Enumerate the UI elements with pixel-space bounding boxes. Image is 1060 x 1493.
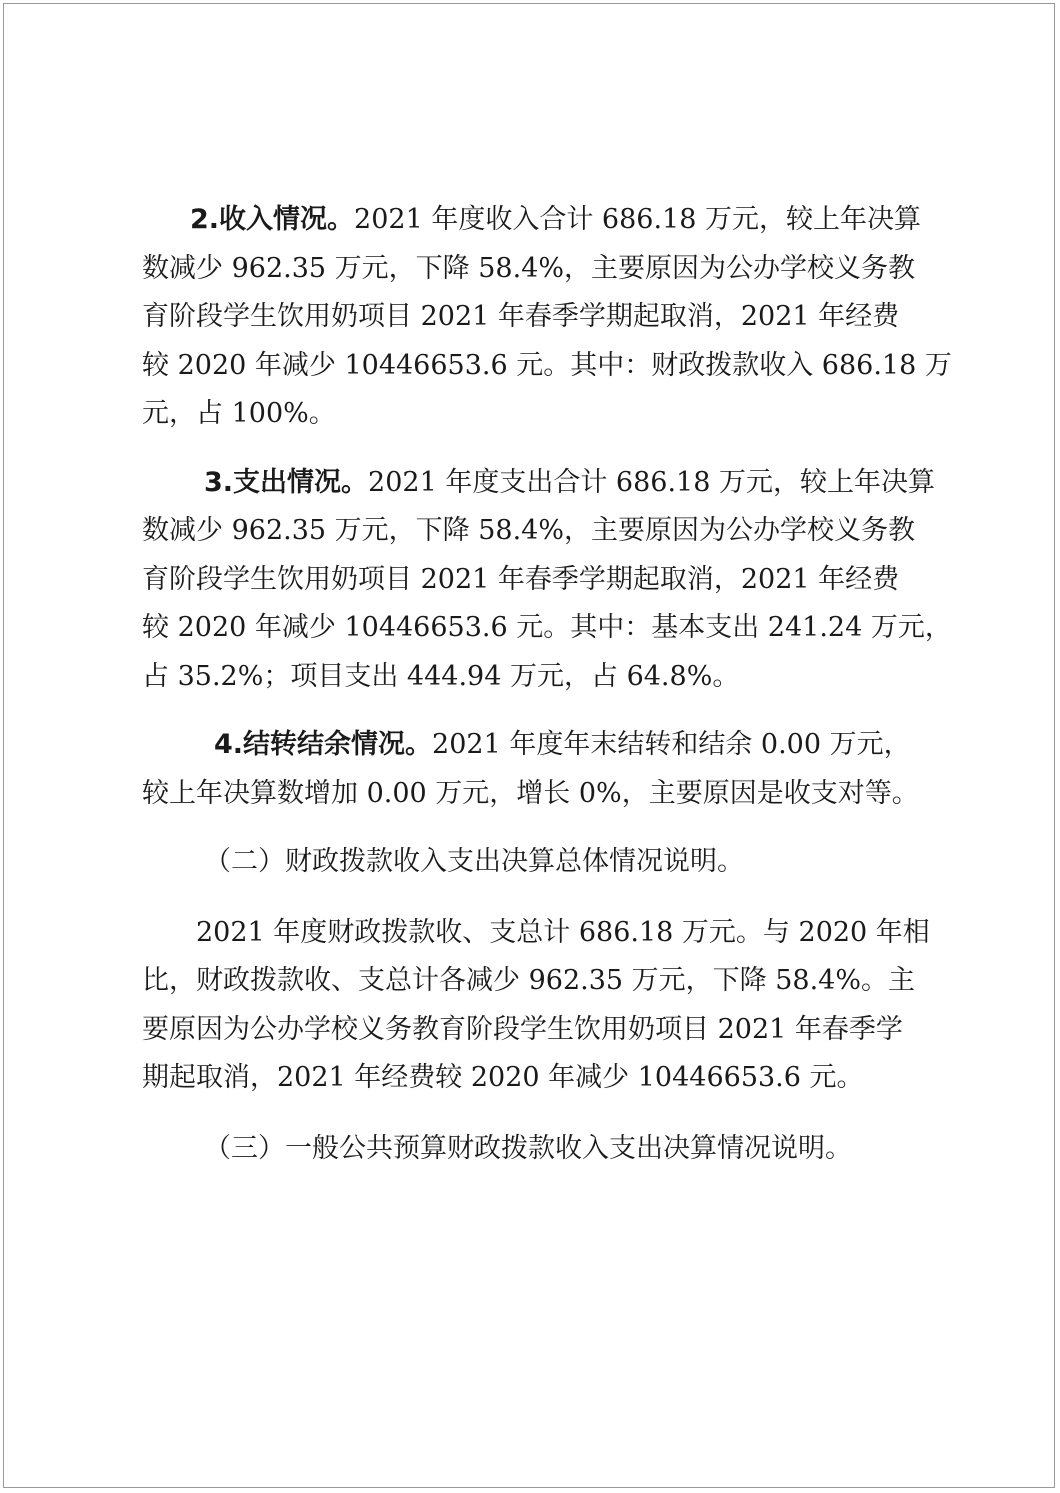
income-line-4: 元，占 100%。 xyxy=(142,398,336,429)
balance-heading: 4.结转结余情况。 xyxy=(214,729,433,760)
income-line-1: 数减少 962.35 万元，下降 58.4%，主要原因为公办学校义务教 xyxy=(142,252,915,284)
balance-paragraph xyxy=(142,721,922,818)
section2-line-1: 比，财政拨款收、支总计各减少 962.35 万元，下降 58.4%。主 xyxy=(142,965,915,996)
section2-line-3: 期起取消，2021 年经费较 2020 年减少 10446653.6 元。 xyxy=(142,1062,864,1093)
section2-paragraph xyxy=(142,909,930,1103)
income-line-2: 育阶段学生饮用奶项目 2021 年春季学期起取消，2021 年经费 xyxy=(142,301,900,332)
expense-line-2: 育阶段学生饮用奶项目 2021 年春季学期起取消，2021 年经费 xyxy=(142,563,900,595)
expense-heading: 3.支出情况。 xyxy=(204,466,369,498)
income-line-0: 2021 年度收入合计 686.18 万元，较上年决算 xyxy=(354,204,921,235)
section2-line-2: 要原因为公办学校义务教育阶段学生饮用奶项目 2021 年春季学 xyxy=(142,1013,903,1045)
balance-line-0: 2021 年度年末结转和结余 0.00 万元， xyxy=(432,729,911,760)
document-body xyxy=(142,196,952,1173)
section2-line-0: 2021 年度财政拨款收、支总计 686.18 万元。与 2020 年相 xyxy=(196,916,930,948)
expense-line-0: 2021 年度支出合计 686.18 万元，较上年决算 xyxy=(368,466,935,498)
expense-line-4: 占 35.2%；项目支出 444.94 万元，占 64.8%。 xyxy=(142,660,740,692)
expense-first-line xyxy=(142,459,935,508)
income-line-3: 较 2020 年减少 10446653.6 元。其中：财政拨款收入 686.18 万 xyxy=(142,349,952,381)
expense-line-1: 数减少 962.35 万元，下降 58.4%，主要原因为公办学校义务教 xyxy=(142,515,915,546)
balance-first-line xyxy=(142,721,922,770)
balance-line-1: 较上年决算数增加 0.00 万元，增长 0%，主要原因是收支对等。 xyxy=(142,777,919,809)
section3-title: （三）一般公共预算财政拨款收入支出决算情况说明。 xyxy=(204,1132,852,1164)
income-paragraph xyxy=(142,196,952,439)
income-heading: 2.收入情况。 xyxy=(190,204,355,235)
income-first-line xyxy=(142,196,922,245)
expense-paragraph xyxy=(142,459,952,702)
section2-title: （二）财政拨款收入支出决算总体情况说明。 xyxy=(204,846,744,877)
expense-line-3: 较 2020 年减少 10446653.6 元。其中：基本支出 241.24 万元， xyxy=(142,612,952,643)
